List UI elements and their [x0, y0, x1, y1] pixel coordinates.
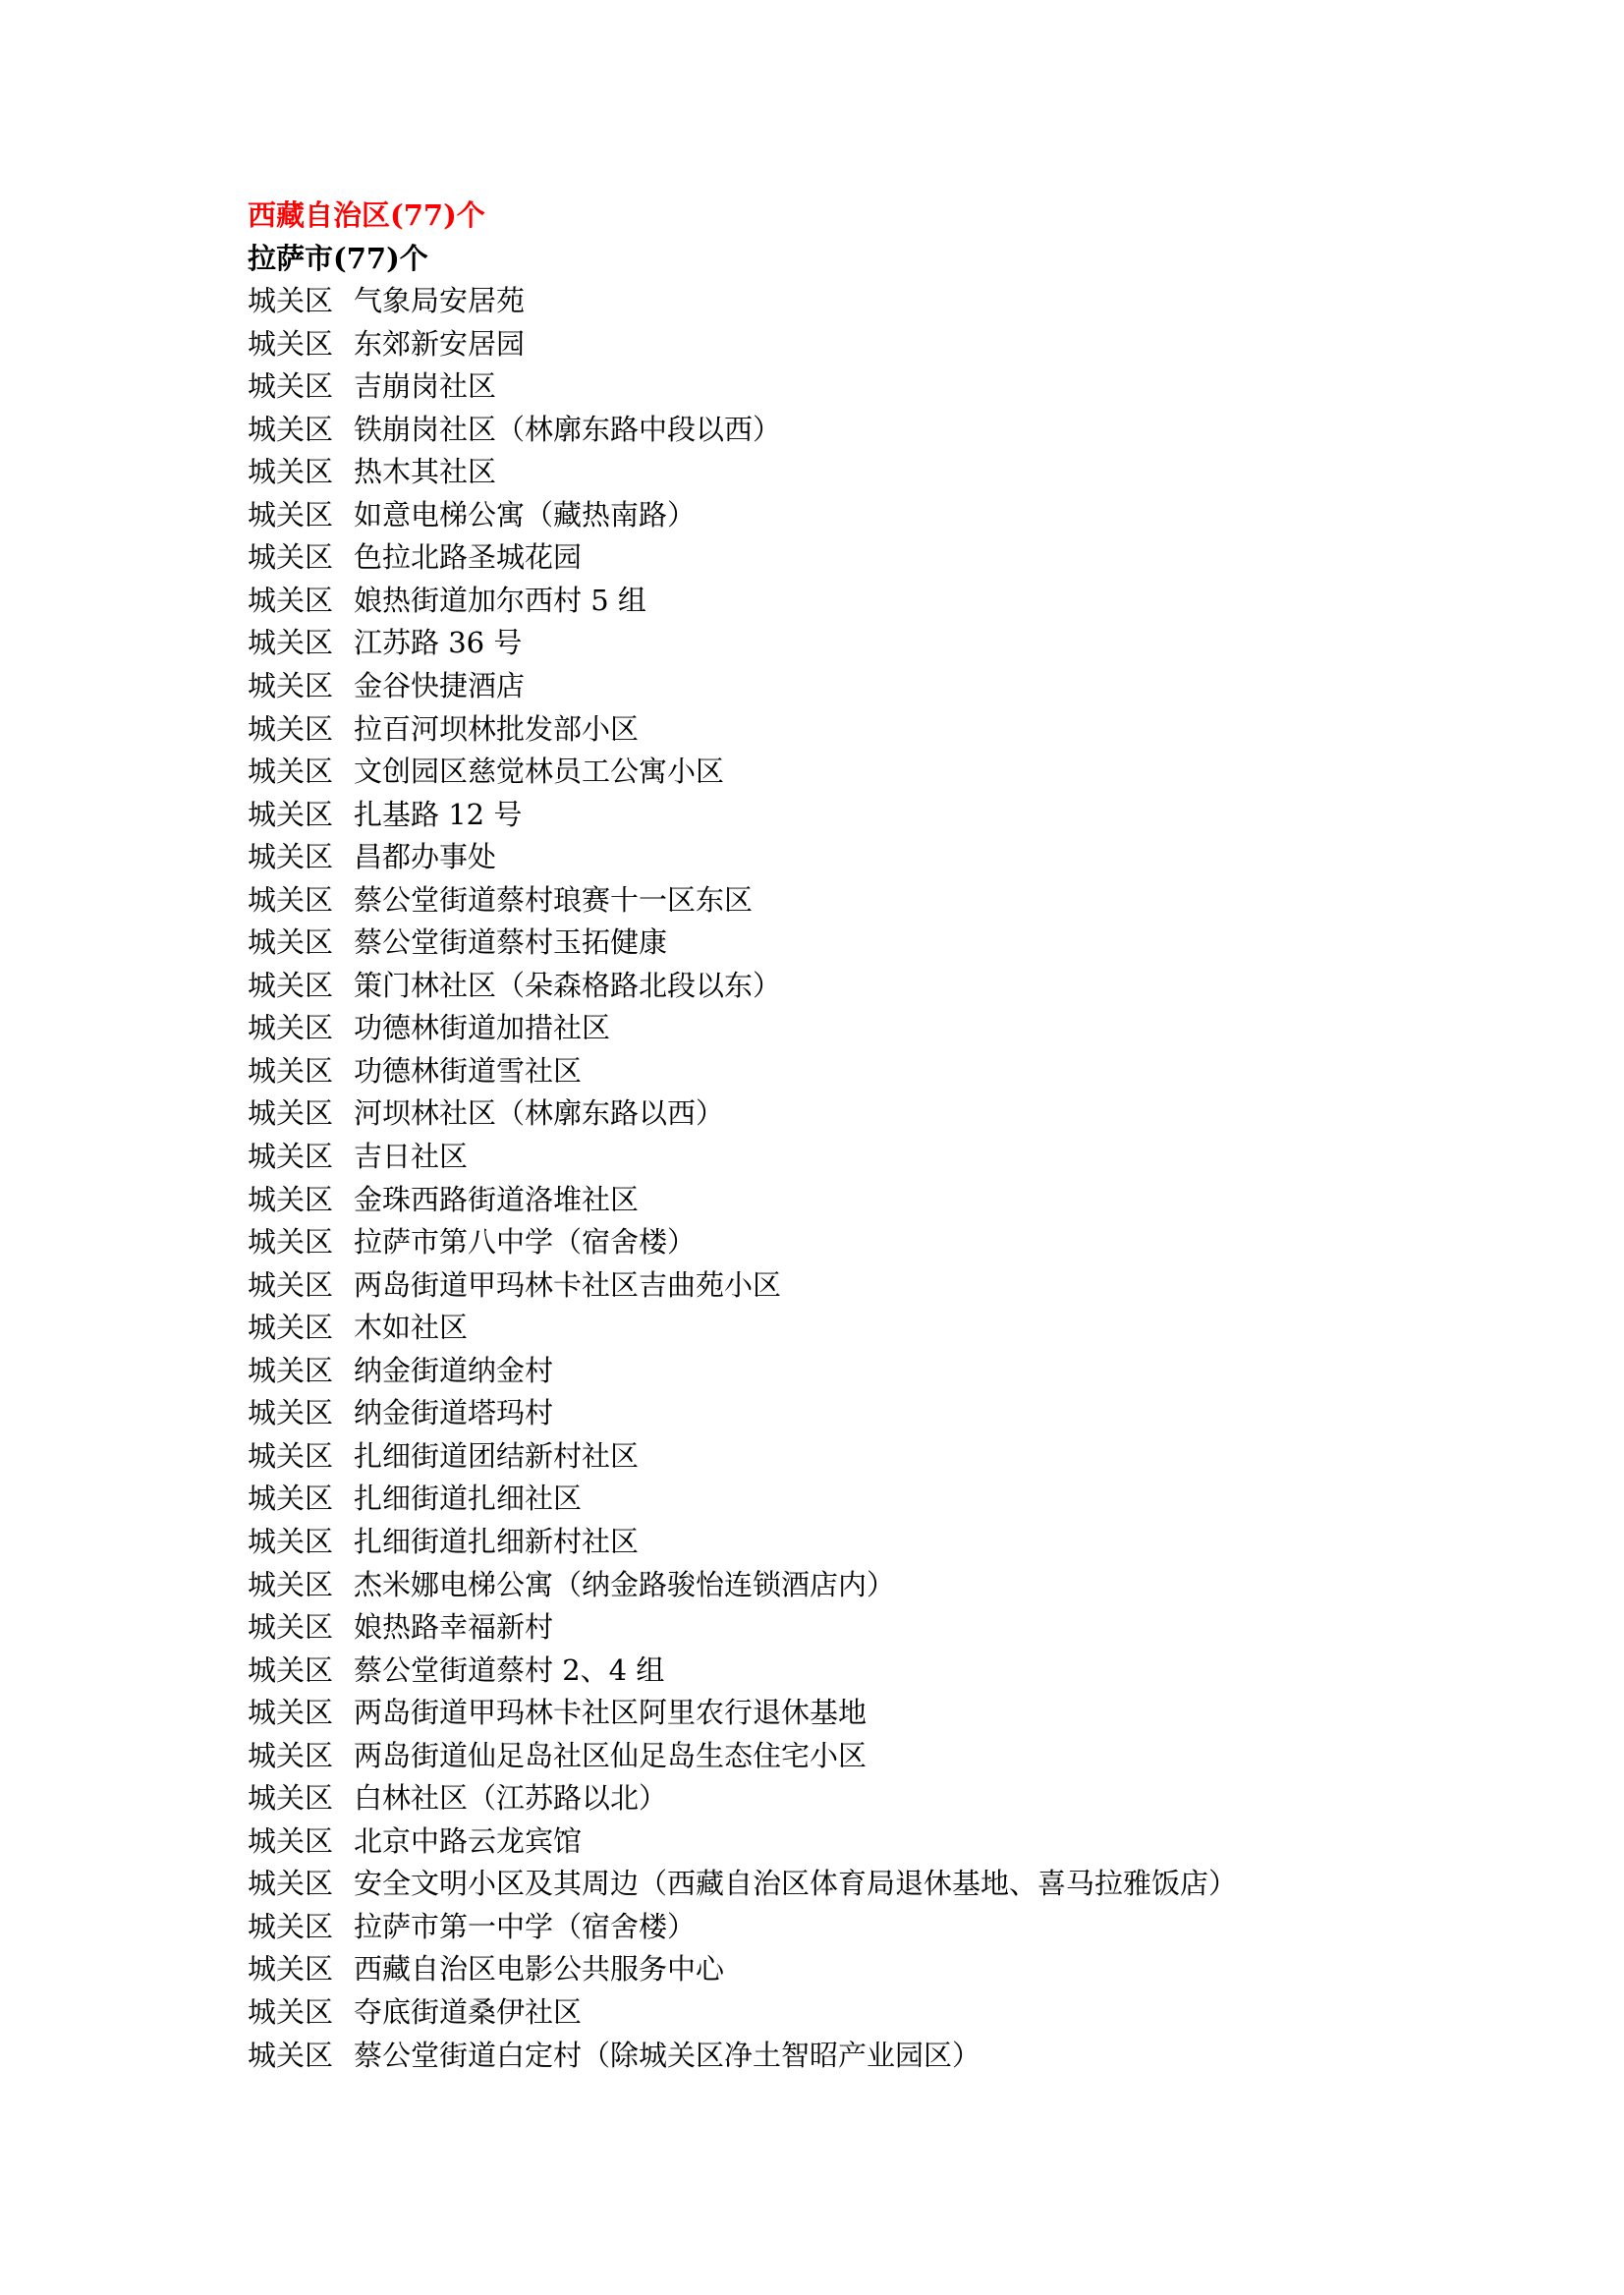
location-name: 昌都办事处	[354, 840, 497, 874]
district-label: 城关区	[248, 540, 334, 575]
list-item	[248, 1650, 1525, 1693]
list-item	[248, 1606, 1525, 1650]
list-item	[248, 1777, 1525, 1820]
list-item	[248, 622, 1525, 665]
district-label: 城关区	[248, 1652, 334, 1687]
list-item	[248, 580, 1525, 623]
district-label: 城关区	[248, 1140, 334, 1174]
district-label: 城关区	[248, 711, 334, 746]
location-name: 西藏自治区电影公共服务中心	[354, 1952, 725, 1987]
list-item	[248, 323, 1525, 366]
list-item	[248, 665, 1525, 708]
location-name: 拉萨市第八中学（宿舍楼）	[354, 1225, 697, 1259]
location-name: 气象局安居苑	[354, 284, 526, 318]
list-item	[248, 1478, 1525, 1521]
location-name: 文创园区慈觉林员工公寓小区	[354, 755, 725, 789]
location-list	[248, 280, 1525, 2077]
list-item	[248, 879, 1525, 923]
district-label: 城关区	[248, 1823, 334, 1858]
location-name: 拉百河坝林批发部小区	[354, 711, 640, 746]
district-label: 城关区	[248, 284, 334, 318]
list-item	[248, 1136, 1525, 1179]
location-name: 吉日社区	[354, 1140, 469, 1174]
district-label: 城关区	[248, 583, 334, 617]
district-label: 城关区	[248, 1267, 334, 1302]
list-item	[248, 1007, 1525, 1050]
district-label: 城关区	[248, 925, 334, 960]
list-item	[248, 1564, 1525, 1607]
district-label: 城关区	[248, 1909, 334, 1943]
list-item	[248, 1991, 1525, 2035]
region-heading: 西藏自治区(77)个	[248, 198, 485, 232]
document-page	[248, 195, 1525, 2077]
list-item	[248, 922, 1525, 965]
location-name: 夺底街道桑伊社区	[354, 1994, 583, 2029]
location-name: 策门林社区（朵森格路北段以东）	[354, 968, 782, 1002]
district-label: 城关区	[248, 455, 334, 489]
location-name: 色拉北路圣城花园	[354, 540, 583, 575]
location-name: 扎基路 12 号	[354, 797, 523, 831]
list-item	[248, 836, 1525, 879]
district-label: 城关区	[248, 326, 334, 361]
location-name: 北京中路云龙宾馆	[354, 1823, 583, 1858]
district-label: 城关区	[248, 1438, 334, 1473]
location-name: 两岛街道甲玛林卡社区阿里农行退休基地	[354, 1696, 868, 1730]
location-name: 蔡公堂街道蔡村玉拓健康	[354, 925, 668, 960]
location-name: 吉崩岗社区	[354, 369, 497, 404]
district-label: 城关区	[248, 797, 334, 831]
list-item	[248, 1906, 1525, 1949]
district-label: 城关区	[248, 626, 334, 660]
location-name: 功德林街道加措社区	[354, 1011, 611, 1045]
district-label: 城关区	[248, 1311, 334, 1345]
list-item	[248, 1735, 1525, 1778]
district-label: 城关区	[248, 1353, 334, 1387]
list-item	[248, 451, 1525, 494]
location-name: 纳金街道纳金村	[354, 1353, 554, 1387]
list-item	[248, 1350, 1525, 1393]
district-label: 城关区	[248, 882, 334, 917]
list-item	[248, 1692, 1525, 1735]
city-heading: 拉萨市(77)个	[248, 241, 428, 275]
location-name: 金珠西路街道洛堆社区	[354, 1182, 640, 1216]
list-item	[248, 494, 1525, 537]
location-name: 娘热路幸福新村	[354, 1610, 554, 1645]
district-label: 城关区	[248, 1610, 334, 1645]
district-label: 城关区	[248, 497, 334, 532]
location-name: 木如社区	[354, 1311, 469, 1345]
district-label: 城关区	[248, 1952, 334, 1987]
location-name: 白林社区（江苏路以北）	[354, 1781, 668, 1816]
district-label: 城关区	[248, 1867, 334, 1901]
location-name: 娘热街道加尔西村 5 组	[354, 583, 646, 617]
list-item	[248, 1820, 1525, 1864]
location-name: 河坝林社区（林廓东路以西）	[354, 1096, 725, 1131]
district-label: 城关区	[248, 669, 334, 703]
location-name: 东郊新安居园	[354, 326, 526, 361]
location-name: 安全文明小区及其周边（西藏自治区体育局退休基地、喜马拉雅饭店）	[354, 1867, 1238, 1901]
district-label: 城关区	[248, 1696, 334, 1730]
district-label: 城关区	[248, 840, 334, 874]
district-label: 城关区	[248, 369, 334, 404]
district-label: 城关区	[248, 1524, 334, 1558]
district-label: 城关区	[248, 2038, 334, 2072]
location-name: 铁崩岗社区（林廓东路中段以西）	[354, 412, 782, 446]
location-name: 热木其社区	[354, 455, 497, 489]
list-item	[248, 1863, 1525, 1906]
location-name: 扎细街道扎细新村社区	[354, 1524, 640, 1558]
location-name: 金谷快捷酒店	[354, 669, 526, 703]
location-name: 扎细街道团结新村社区	[354, 1438, 640, 1473]
district-label: 城关区	[248, 1781, 334, 1816]
location-name: 杰米娜电梯公寓（纳金路骏怡连锁酒店内）	[354, 1567, 896, 1601]
list-item	[248, 536, 1525, 580]
district-label: 城关区	[248, 1482, 334, 1516]
list-item	[248, 965, 1525, 1008]
district-label: 城关区	[248, 1225, 334, 1259]
list-item	[248, 751, 1525, 794]
district-label: 城关区	[248, 755, 334, 789]
location-name: 江苏路 36 号	[354, 626, 523, 660]
list-item	[248, 280, 1525, 323]
district-label: 城关区	[248, 1567, 334, 1601]
district-label: 城关区	[248, 1096, 334, 1131]
location-name: 扎细街道扎细社区	[354, 1482, 583, 1516]
list-item	[248, 1948, 1525, 1991]
district-label: 城关区	[248, 968, 334, 1002]
location-name: 蔡公堂街道蔡村琅赛十一区东区	[354, 882, 754, 917]
district-label: 城关区	[248, 1738, 334, 1772]
list-item	[248, 1092, 1525, 1136]
district-label: 城关区	[248, 1053, 334, 1088]
list-item	[248, 1221, 1525, 1264]
location-name: 如意电梯公寓（藏热南路）	[354, 497, 697, 532]
list-item	[248, 1392, 1525, 1435]
district-label: 城关区	[248, 412, 334, 446]
district-label: 城关区	[248, 1396, 334, 1430]
list-item	[248, 1264, 1525, 1308]
location-name: 两岛街道仙足岛社区仙足岛生态住宅小区	[354, 1738, 868, 1772]
district-label: 城关区	[248, 1182, 334, 1216]
list-item	[248, 1307, 1525, 1350]
location-name: 拉萨市第一中学（宿舍楼）	[354, 1909, 697, 1943]
location-name: 蔡公堂街道蔡村 2、4 组	[354, 1652, 665, 1687]
location-name: 蔡公堂街道白定村（除城关区净土智昭产业园区）	[354, 2038, 981, 2072]
district-label: 城关区	[248, 1011, 334, 1045]
list-item	[248, 1435, 1525, 1479]
list-item	[248, 1179, 1525, 1222]
list-item	[248, 409, 1525, 452]
list-item	[248, 708, 1525, 752]
district-label: 城关区	[248, 1994, 334, 2029]
list-item	[248, 1050, 1525, 1093]
list-item	[248, 1521, 1525, 1564]
list-item	[248, 794, 1525, 837]
list-item	[248, 2035, 1525, 2078]
location-name: 两岛街道甲玛林卡社区吉曲苑小区	[354, 1267, 782, 1302]
location-name: 功德林街道雪社区	[354, 1053, 583, 1088]
location-name: 纳金街道塔玛村	[354, 1396, 554, 1430]
list-item	[248, 365, 1525, 409]
